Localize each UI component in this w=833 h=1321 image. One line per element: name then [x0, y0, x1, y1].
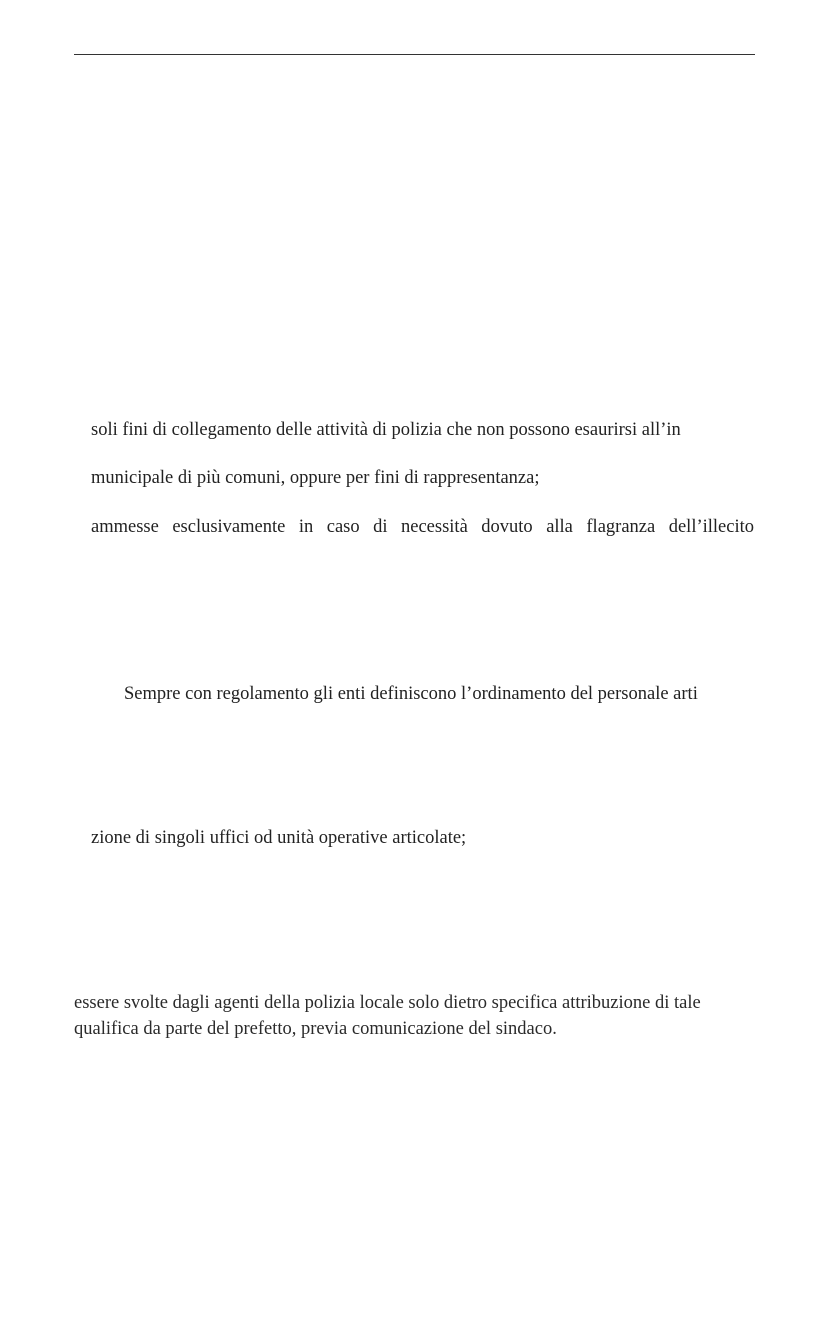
text-fragment-5: zione di singoli uffici od unità operative articolate; [91, 828, 467, 848]
closing-paragraph-line-1: essere svolte dagli agenti della polizia locale solo dietro specifica attribuzione di tale [74, 993, 701, 1013]
text-fragment-2: municipale di più comuni, oppure per fini di rappresentanza; [91, 468, 540, 488]
closing-paragraph-line-2: qualifica da parte del prefetto, previa comunicazione del sindaco. [74, 1019, 557, 1039]
text-fragment-3: ammesse esclusivamente in caso di necessità dovuto alla flagranza dell’illecito [91, 517, 754, 537]
closing-paragraph [74, 990, 755, 1042]
text-fragment-1: soli fini di collegamento delle attività di polizia che non possono esaurirsi all’in [91, 420, 681, 440]
header-rule [74, 54, 755, 55]
text-fragment-4: Sempre con regolamento gli enti definiscono l’ordinamento del personale arti [124, 684, 698, 704]
